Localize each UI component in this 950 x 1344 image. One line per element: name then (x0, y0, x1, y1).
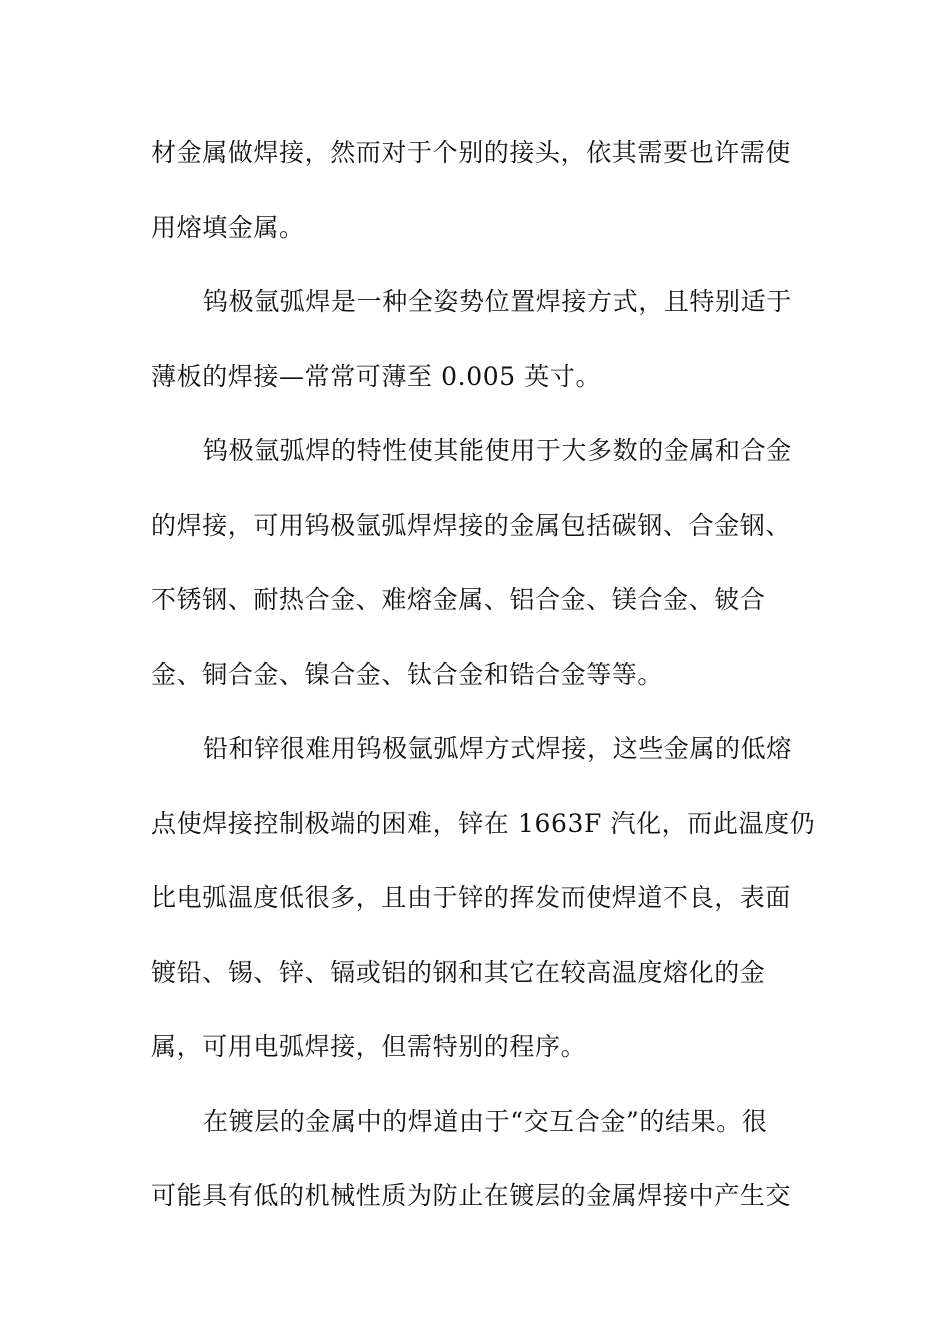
text-line: 金、铜合金、镍合金、钛合金和锆合金等等。 (151, 659, 664, 689)
body-text (151, 116, 816, 1234)
text-line: 镀铅、锡、锌、镉或铝的钢和其它在较高温度熔化的金 (151, 957, 766, 987)
paragraph-first-line: 在镀层的金属中的焊道由于“交互合金”的结果。很 (203, 1106, 768, 1136)
text-line: 点使焊接控制极端的困难，锌在 1663F 汽化，而此温度仍 (151, 808, 816, 838)
text-line: 的焊接，可用钨极氩弧焊焊接的金属包括碳钢、合金钢、 (151, 510, 792, 540)
text-line: 属，可用电弧焊接，但需特别的程序。 (151, 1032, 587, 1061)
text-line: 材金属做焊接，然而对于个别的接头，依其需要也许需使 (151, 138, 792, 167)
text-line: 用熔填金属。 (151, 212, 305, 242)
paragraph-first-line: 钨极氩弧焊的特性使其能使用于大多数的金属和合金 (203, 436, 792, 465)
paragraph-first-line: 铅和锌很难用钨极氩弧焊方式焊接，这些金属的低熔 (203, 734, 792, 763)
text-line: 薄板的焊接—常常可薄至 0.005 英寸。 (151, 361, 602, 391)
text-line: 比电弧温度低很多，且由于锌的挥发而使焊道不良，表面 (151, 883, 792, 912)
text-line: 可能具有低的机械性质为防止在镀层的金属焊接中产生交 (151, 1181, 792, 1210)
paragraph-first-line: 钨极氩弧焊是一种全姿势位置焊接方式，且特别适于 (203, 287, 792, 316)
text-line: 不锈钢、耐热合金、难熔金属、铝合金、镁合金、铍合 (151, 585, 766, 614)
